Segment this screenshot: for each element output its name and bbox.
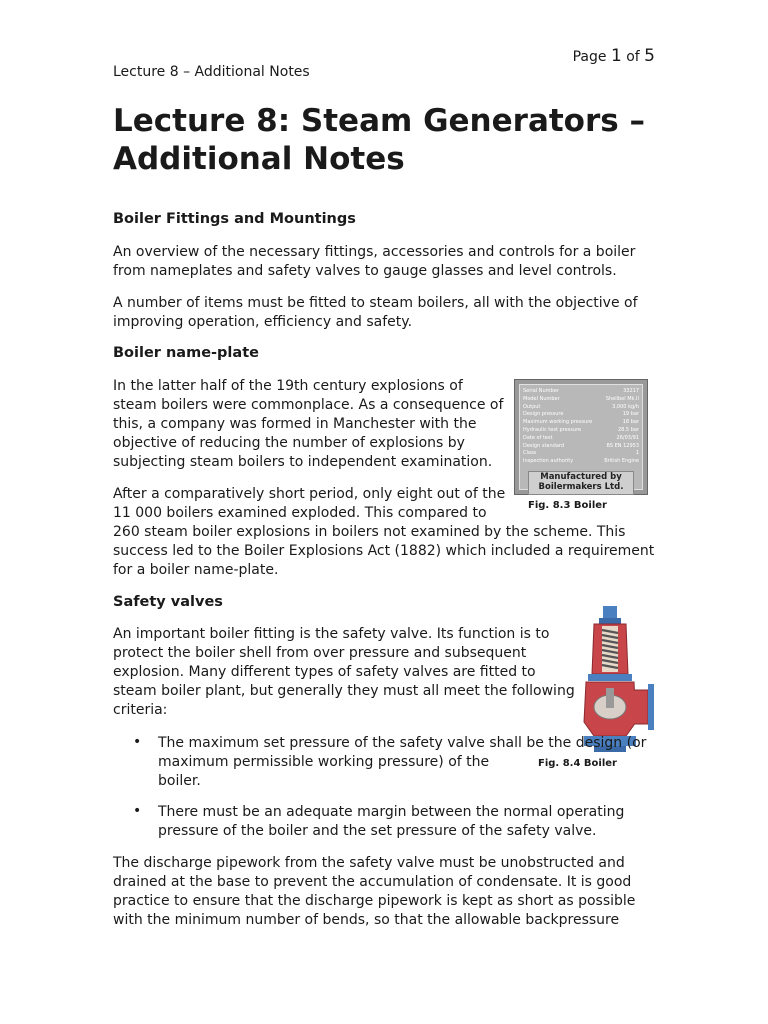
page-number [573,46,655,66]
page-current: 1 [610,46,622,66]
nameplate-panel [519,384,643,490]
page-label: Page [572,49,607,65]
figure-8-4-caption: Fig. 8.4 Boiler [538,758,617,769]
para-nameplate-history [113,377,503,472]
manufacturer-line-1: Manufactured by [540,472,622,482]
line: practice to ensure that the discharge pipework is kept as short as possible [113,893,636,909]
nameplate-row-label: Output [523,403,541,410]
nameplate-row-label: Hydraulic test pressure [523,427,582,433]
nameplate-row-value: British Engine [604,458,639,465]
line: with the minimum number of bends, so that the allowable backpressure [113,912,620,928]
line: protect the boiler shell from over pressure and subsequent [113,645,527,661]
line: improving operation, efficiency and safety. [113,314,413,330]
line: 11 000 boilers examined exploded. This compared to [113,505,487,521]
figure-8-3-caption: Fig. 8.3 Boiler [528,500,607,511]
nameplate-row-label: Design standard [523,442,565,449]
para-discharge-pipework [113,854,635,930]
line: After a comparatively short period, only eight out of the [113,486,506,502]
para-safety-intro [113,625,575,720]
line: steam boilers were commonplace. As a consequence of [113,397,504,413]
line: There must be an adequate margin between the normal operating [158,804,625,820]
nameplate-row [523,427,639,434]
page-title [113,102,673,178]
heading-fittings: Boiler Fittings and Mountings [113,211,356,227]
line: criteria: [113,702,168,718]
line: The maximum set pressure of the safety valve shall be the design (or [158,735,647,751]
nameplate-row-label: Class [523,450,537,457]
nameplate-row-value: BS EN 12953 [606,442,639,449]
line: 260 steam boiler explosions in boilers not examined by the scheme. This [113,524,626,540]
nameplate-row-value: 19 bar [622,411,639,418]
nameplate-row [523,450,639,457]
nameplate-row-value: 3,000 kg/h [612,403,639,410]
nameplate-row-label: Serial Number [523,388,559,394]
nameplate-row-label: Maximum working pressure [523,419,593,426]
line: A number of items must be fitted to steam boilers, all with the objective of [113,295,638,311]
title-line-2: Additional Notes [113,141,405,177]
line: subjecting steam boilers to independent examination. [113,454,493,470]
nameplate-manufacturer [528,471,634,495]
line: pressure of the boiler and the set pressure of the safety valve. [158,823,597,839]
line: for a boiler name-plate. [113,562,279,578]
bullet-glyph: • [133,803,142,819]
line: boiler. [158,773,201,789]
safety-valve-drawing [584,606,654,752]
nameplate-row-label: Date of test [523,434,553,441]
nameplate-row-label: Model Number [523,395,560,402]
nameplate-row-value: 26/03/91 [616,434,639,441]
line: explosion. Many different types of safety valves are fitted to [113,664,536,680]
nameplate-row [523,388,639,395]
page-total: 5 [644,46,655,66]
running-header: Lecture 8 – Additional Notes [113,64,310,80]
nameplate-row [523,396,639,403]
line: this, a company was formed in Manchester with the [113,416,477,432]
para-fittings-overview [113,243,635,281]
nameplate-row [523,443,639,450]
nameplate-row-value: 18 bar [622,419,639,426]
nameplate-row-label: Design pressure [523,411,564,418]
line: The discharge pipework from the safety valve must be unobstructed and [113,855,625,871]
line: An important boiler fitting is the safety valve. Its function is to [113,626,550,642]
line: maximum permissible working pressure) of the [158,754,490,770]
nameplate-row [523,404,639,411]
line: from nameplates and safety valves to gauge glasses and level controls. [113,263,617,279]
safety-valve-image [566,604,656,754]
line: An overview of the necessary fittings, accessories and controls for a boiler [113,244,636,260]
nameplate-row [523,458,639,465]
line: success led to the Boiler Explosions Act (1882) which included a requirement [113,543,655,559]
line: drained at the base to prevent the accumulation of condensate. It is good [113,874,632,890]
bullet-text [158,803,624,841]
para-fittings-items [113,294,638,332]
nameplate-row [523,435,639,442]
bullet-glyph: • [133,734,142,750]
line: steam boiler plant, but generally they must all meet the following [113,683,575,699]
nameplate-row-label: Inspection authority [523,458,574,465]
nameplate-row-value: 33217 [623,388,639,394]
heading-safety-valves: Safety valves [113,594,223,610]
manufacturer-line-2: Boilermakers Ltd. [538,482,624,492]
nameplate-row-value: 28.5 bar [617,427,639,433]
nameplate-row-value: Shellbel Mk.II [605,395,639,402]
heading-nameplate: Boiler name-plate [113,345,259,361]
page-of: of [626,49,640,65]
boiler-nameplate-image [514,379,648,495]
nameplate-row-value: 1 [635,450,639,457]
nameplate-row [523,419,639,426]
line: objective of reducing the number of explosions by [113,435,465,451]
line: In the latter half of the 19th century explosions of [113,378,463,394]
title-line-1: Lecture 8: Steam Generators – [113,103,646,139]
nameplate-row [523,411,639,418]
